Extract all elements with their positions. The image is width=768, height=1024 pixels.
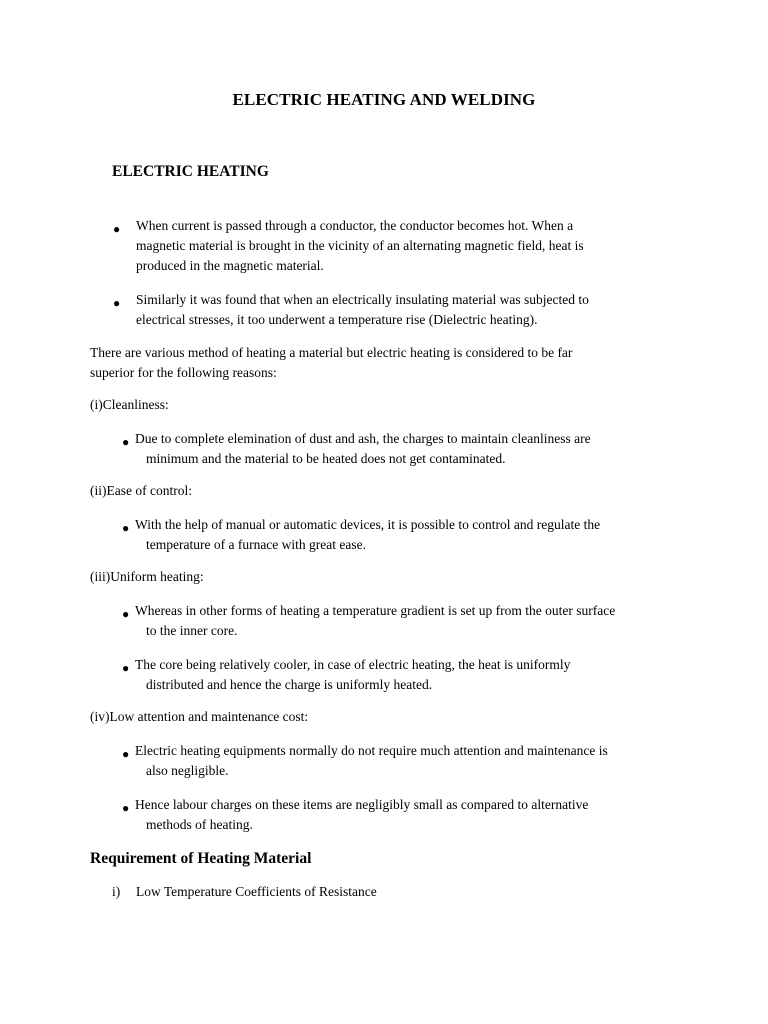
- reason-label-cleanliness: (i)Cleanliness:: [90, 397, 169, 412]
- reason-label-ease-of-control: (ii)Ease of control:: [90, 483, 192, 498]
- bullet-line: temperature of a furnace with great ease.: [146, 537, 367, 552]
- bullet-line: With the help of manual or automatic devices, it is possible to control and regulate the: [135, 517, 601, 532]
- bullet-line: When current is passed through a conductor, the conductor becomes hot. When a: [136, 218, 574, 233]
- bullet-line: Electric heating equipments normally do not require much attention and maintenance is: [135, 743, 608, 758]
- reason-label-low-attention: (iv)Low attention and maintenance cost:: [90, 709, 309, 724]
- bullet-icon: ●: [122, 435, 130, 449]
- paragraph-line: superior for the following reasons:: [90, 365, 277, 380]
- reason-label-uniform-heating: (iii)Uniform heating:: [90, 569, 204, 584]
- bullet-line: electrical stresses, it too underwent a temperature rise (Dielectric heating).: [136, 312, 538, 327]
- bullet-line: Due to complete elemination of dust and ash, the charges to maintain cleanliness are: [135, 431, 591, 446]
- list-marker: i): [112, 884, 121, 899]
- bullet-line: minimum and the material to be heated does not get contaminated.: [146, 451, 506, 466]
- bullet-line: produced in the magnetic material.: [136, 258, 324, 273]
- bullet-line: Similarly it was found that when an electrically insulating material was subjected to: [136, 292, 589, 307]
- bullet-icon: ●: [113, 296, 121, 310]
- bullet-line: magnetic material is brought in the vicinity of an alternating magnetic field, heat is: [136, 238, 584, 253]
- bullet-line: Hence labour charges on these items are negligibly small as compared to alternative: [135, 797, 589, 812]
- bullet-icon: ●: [122, 607, 130, 621]
- bullet-line: also negligible.: [146, 763, 229, 778]
- bullet-icon: ●: [122, 747, 130, 761]
- bullet-line: methods of heating.: [146, 817, 253, 832]
- bullet-icon: ●: [122, 521, 130, 535]
- bullet-icon: ●: [122, 801, 130, 815]
- bullet-icon: ●: [122, 661, 130, 675]
- bullet-line: distributed and hence the charge is uniformly heated.: [146, 677, 433, 692]
- bullet-line: Whereas in other forms of heating a temperature gradient is set up from the outer surface: [135, 603, 616, 618]
- bullet-line: The core being relatively cooler, in case of electric heating, the heat is uniformly: [135, 657, 571, 672]
- bullet-icon: ●: [113, 222, 121, 236]
- section-heading: ELECTRIC HEATING: [112, 163, 269, 180]
- document-title: ELECTRIC HEATING AND WELDING: [232, 90, 536, 109]
- bullet-line: to the inner core.: [146, 623, 238, 638]
- paragraph-line: There are various method of heating a material but electric heating is considered to be far: [90, 345, 573, 360]
- requirement-text: Low Temperature Coefficients of Resistance: [136, 884, 377, 899]
- requirement-heading: Requirement of Heating Material: [90, 850, 312, 867]
